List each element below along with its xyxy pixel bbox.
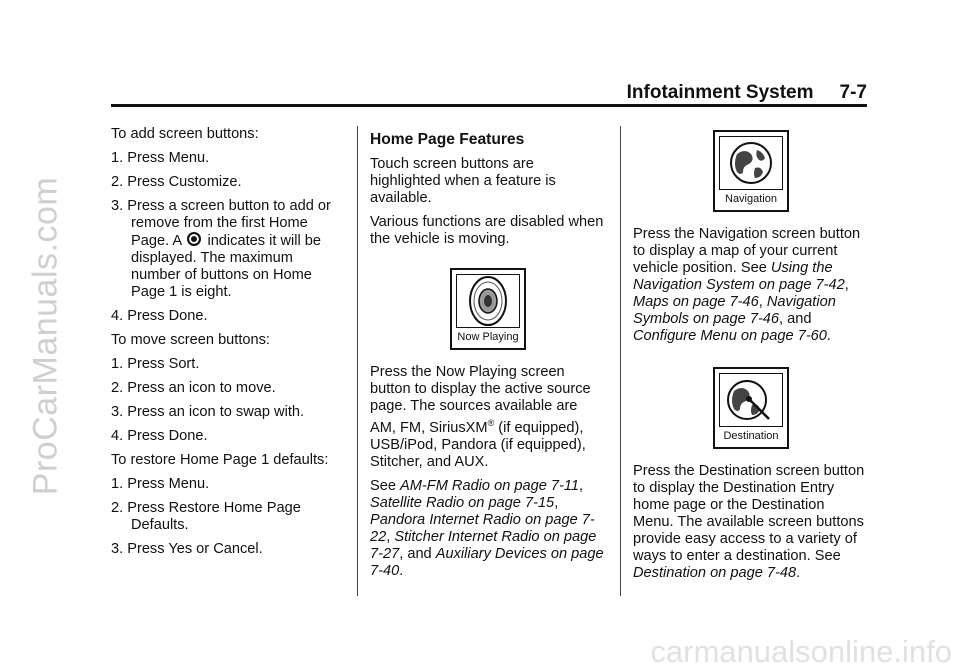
- add-step-3: [111, 198, 343, 301]
- navigation-text: Press the Navigation screen button to display a map of your current vehicle position. See: [633, 226, 861, 276]
- xref-destination[interactable]: Destination on page 7-48: [633, 565, 797, 581]
- destination-button-image: [713, 367, 789, 449]
- now-playing-figure: [370, 268, 606, 350]
- header-rule: [111, 104, 867, 107]
- column-3: [633, 126, 869, 589]
- xref-configure-menu[interactable]: Configure Menu on page 7-60: [633, 328, 827, 344]
- navigation-paragraph: [633, 226, 869, 345]
- restore-step-3: 3. Press Yes or Cancel.: [111, 541, 263, 557]
- section-heading: Home Page Features: [370, 131, 525, 148]
- xref-am-fm[interactable]: AM-FM Radio on page 7-11: [400, 477, 580, 494]
- move-step-1: 1. Press Sort.: [111, 356, 200, 372]
- page-number: 7-7: [839, 82, 867, 103]
- move-step-4: 4. Press Done.: [111, 428, 208, 444]
- move-buttons-intro: To move screen buttons:: [111, 332, 270, 348]
- sep: , and: [779, 311, 812, 327]
- page-header: [111, 80, 867, 104]
- now-playing-text-b: (if equipped), USB/iPod, Pandora (if equipped), Stitcher, and AUX.: [370, 419, 586, 470]
- column-2: [370, 126, 606, 587]
- now-playing-artwork: [456, 274, 520, 328]
- section-title: Infotainment System: [626, 82, 814, 103]
- sep: ,: [386, 528, 395, 545]
- destination-artwork: [719, 373, 783, 427]
- navigation-label: Navigation: [725, 193, 777, 205]
- column-1: [111, 126, 343, 565]
- features-paragraph-2: Various functions are disabled when the vehicle is moving.: [370, 214, 604, 247]
- selected-indicator-icon: [187, 232, 201, 246]
- sep: ,: [758, 294, 767, 310]
- xref-using-navigation[interactable]: Using the Navigation System on page 7-42: [633, 260, 845, 293]
- destination-label: Destination: [723, 430, 779, 442]
- features-paragraph-1: Touch screen buttons are highlighted when a feature is available.: [370, 156, 556, 206]
- xref-pandora[interactable]: Pandora Internet Radio on page 7-22: [370, 511, 595, 545]
- add-step-3-text-b: indicates it will be displayed. The maximum number of buttons on Home Page 1 is eight.: [131, 233, 322, 300]
- sep: ,: [554, 494, 559, 511]
- now-playing-button-image: [450, 268, 526, 350]
- footer-watermark: carmanualsonline.info: [650, 634, 952, 669]
- speaker-icon: [466, 274, 510, 328]
- xref-satellite[interactable]: Satellite Radio on page 7-15: [370, 494, 555, 511]
- period: .: [399, 562, 404, 579]
- destination-paragraph: [633, 463, 869, 582]
- globe-pin-icon: [725, 375, 777, 425]
- now-playing-paragraph: [370, 364, 606, 471]
- xref-stitcher[interactable]: Stitcher Internet Radio on page 7-27: [370, 528, 597, 562]
- add-step-4: 4. Press Done.: [111, 308, 208, 324]
- column-divider-2: [620, 126, 621, 596]
- period: .: [796, 565, 801, 581]
- move-step-3: 3. Press an icon to swap with.: [111, 404, 305, 420]
- see-text: See: [370, 477, 401, 494]
- sep: , and: [399, 545, 436, 562]
- destination-figure: [633, 367, 869, 449]
- registered-mark: ®: [487, 418, 495, 428]
- destination-text: Press the Destination screen button to display the Destination Entry home page or the Destination Menu. The available screen buttons provide easy access to a variety of ways to enter a destination. See: [633, 463, 865, 564]
- column-divider-1: [357, 126, 358, 596]
- add-step-1: 1. Press Menu.: [111, 150, 210, 166]
- add-step-2: 2. Press Customize.: [111, 174, 242, 190]
- header-title: [627, 82, 867, 104]
- globe-icon: [727, 138, 775, 188]
- now-playing-label: Now Playing: [457, 331, 519, 343]
- add-buttons-intro: To add screen buttons:: [111, 126, 259, 142]
- restore-defaults-intro: To restore Home Page 1 defaults:: [111, 452, 329, 468]
- navigation-button-image: [713, 130, 789, 212]
- navigation-figure: [633, 130, 869, 212]
- see-also-paragraph: [370, 478, 606, 580]
- xref-maps[interactable]: Maps on page 7-46: [633, 294, 759, 310]
- sep: ,: [844, 277, 849, 293]
- add-step-3-text-a: 3. Press a screen button to add or remove from the first Home Page. A: [111, 198, 331, 249]
- sep: ,: [579, 477, 584, 494]
- xref-navigation-symbols[interactable]: Navigation Symbols on page 7-46: [633, 294, 836, 327]
- restore-step-1: 1. Press Menu.: [111, 476, 210, 492]
- move-step-2: 2. Press an icon to move.: [111, 380, 276, 396]
- navigation-artwork: [719, 136, 783, 190]
- now-playing-text-a: Press the Now Playing screen button to display the active source page. The sources available are AM, FM, SiriusXM: [370, 364, 591, 436]
- xref-auxiliary[interactable]: Auxiliary Devices on page 7-40: [370, 545, 604, 579]
- period: .: [826, 328, 831, 344]
- restore-step-2: 2. Press Restore Home Page Defaults.: [111, 500, 301, 533]
- side-watermark: ProCarManuals.com: [26, 176, 65, 496]
